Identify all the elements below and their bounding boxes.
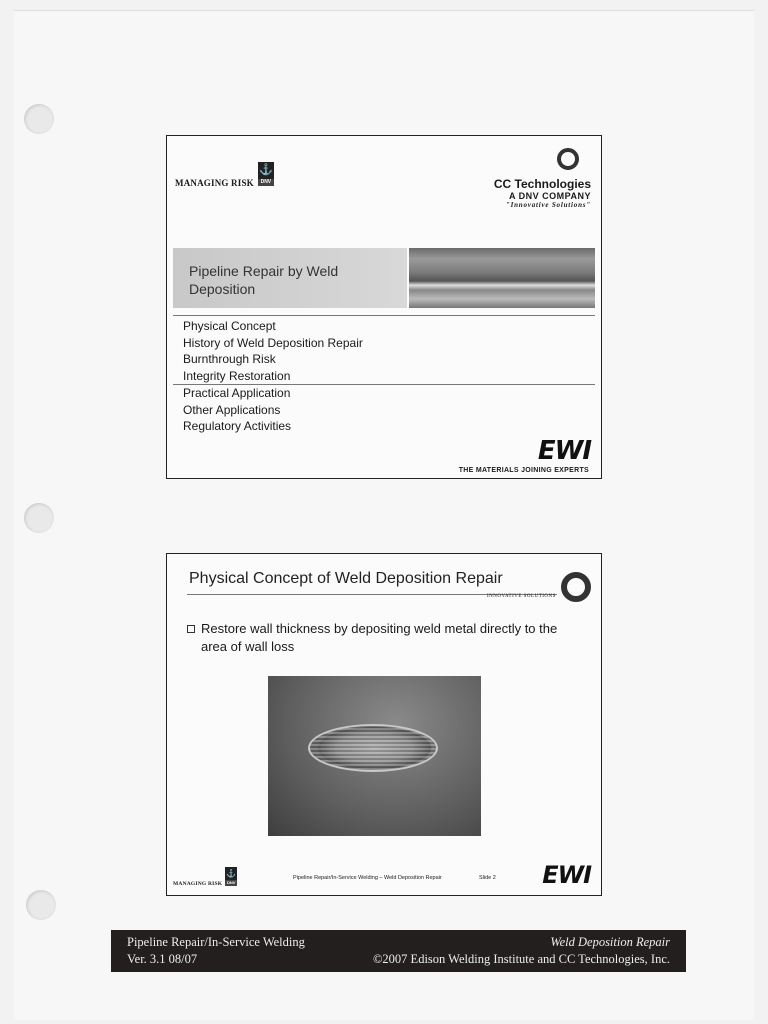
agenda-item: Other Applications: [183, 402, 281, 417]
agenda-item: Regulatory Activities: [183, 419, 292, 434]
company-tagline: "Innovative Solutions": [505, 201, 591, 209]
punch-hole: [24, 104, 54, 134]
managing-risk-text: MANAGING RISK: [175, 178, 254, 188]
dnv-badge-icon: ⚓ DNV: [259, 164, 273, 185]
cc-ring-icon: [557, 148, 579, 170]
slide-number: Slide 2: [479, 875, 496, 881]
agenda-item: History of Weld Deposition Repair: [183, 335, 363, 350]
ewi-logo: EWI: [537, 436, 591, 466]
ewi-tagline: THE MATERIALS JOINING EXPERTS: [458, 467, 589, 474]
slide-footer-text: Pipeline Repair/In-Service Welding – Weld Deposition Repair: [293, 875, 442, 881]
dnv-badge-icon: ⚓ DNV: [226, 869, 237, 885]
checkbox-bullet-icon: [187, 625, 195, 633]
cc-technologies-logo: [494, 148, 591, 210]
company-name: CC Technologies: [493, 177, 591, 191]
punch-hole: [24, 503, 54, 533]
footer-copyright: ©2007 Edison Welding Institute and CC Technologies, Inc.: [372, 952, 670, 966]
divider: [173, 315, 595, 316]
agenda-item: Practical Application: [183, 386, 291, 400]
agenda-item: Physical Concept: [183, 319, 276, 333]
agenda-group-2: [183, 385, 291, 435]
footer-module-title: Weld Deposition Repair: [550, 935, 670, 949]
dnv-badge-label: DNV: [226, 880, 236, 885]
agenda-group-1: [183, 318, 363, 384]
company-subtitle: A DNV COMPANY: [508, 191, 591, 201]
slide-2: [166, 553, 602, 896]
slide-title: Physical Concept of Weld Deposition Repair: [189, 570, 503, 587]
slide-1: [166, 135, 602, 479]
footer-course-title: Pipeline Repair/In-Service Welding: [127, 935, 305, 949]
bullet-item: [187, 620, 582, 656]
slide-title: Pipeline Repair by Weld Deposition: [189, 263, 339, 297]
footer-version: Ver. 3.1 08/07: [127, 952, 198, 966]
cc-ring-icon: [561, 572, 591, 602]
managing-risk-logo: [175, 162, 274, 188]
ewi-logo: EWI: [542, 861, 591, 889]
agenda-item: Burnthrough Risk: [183, 352, 276, 367]
innovative-solutions-text: INNOVATIVE SOLUTIONS: [487, 594, 556, 599]
title-band: [173, 248, 407, 308]
agenda-item: Integrity Restoration: [183, 368, 291, 383]
bullet-text: Restore wall thickness by depositing weld metal directly to the area of wall loss: [201, 621, 558, 654]
weld-deposit-photo: [268, 676, 481, 836]
punch-hole: [26, 890, 56, 920]
managing-risk-logo: [173, 867, 237, 887]
page-footer: [111, 930, 686, 972]
dnv-badge-label: DNV: [258, 179, 274, 186]
managing-risk-text: MANAGING RISK: [173, 881, 223, 887]
pipe-photo: [409, 248, 595, 308]
